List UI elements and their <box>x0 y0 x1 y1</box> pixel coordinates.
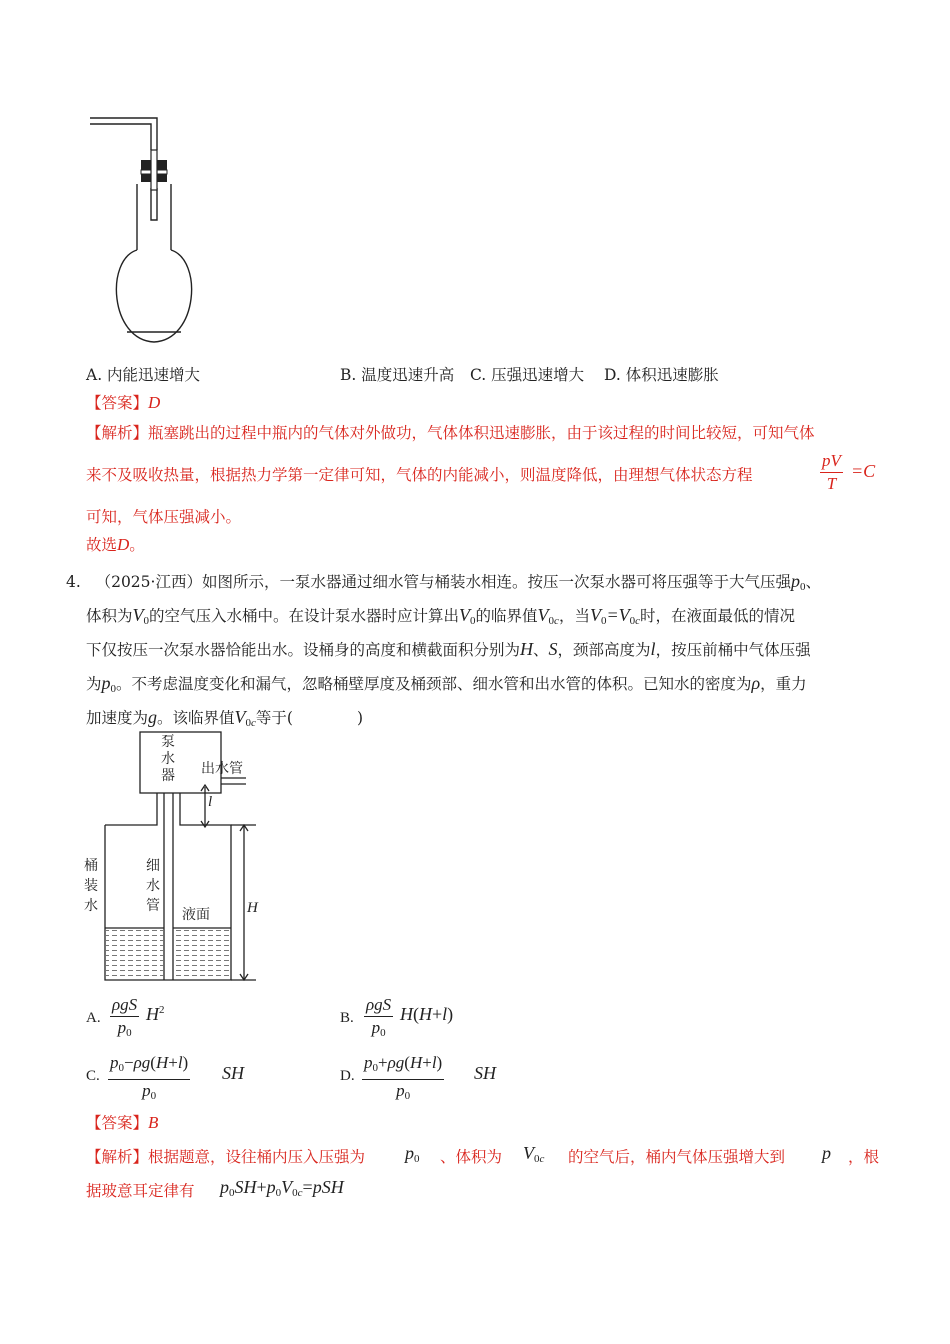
pump-label-3: 器 <box>161 768 175 784</box>
bucket-label-3: 水 <box>84 898 98 914</box>
q4-line1: 4. （2025·江西）如图所示，一泵水器通过细水管与桶装水相连。按压一次泵水器可将压强等于大气压强$p_0$、 <box>66 571 821 593</box>
analysis-text-c: 的空气后，桶内气体压强增大到 <box>568 1148 786 1166</box>
q4-text-3c: ，颈部高度为 <box>557 641 651 659</box>
q4-option-b-label: B. <box>340 1010 354 1026</box>
q3-analysis-line1 <box>86 422 815 444</box>
q4-text-5d: ) <box>356 709 364 727</box>
q3-answer <box>86 392 160 414</box>
q4-line3: 下仅按压一次泵水器恰能出水。设桶身的高度和横截面积分别为H、S，颈部高度为l，按压前桶中气体压强 <box>86 639 811 659</box>
flask-diagram <box>85 110 205 360</box>
analysis-text-a: 根据题意，设往桶内压入压强为 <box>148 1148 366 1166</box>
analysis-text: 瓶塞跳出的过程中瓶内的气体对外做功，气体体积迅速膨胀，由于该过程的时间比较短，可知气体 <box>148 424 815 442</box>
fraction-numerator: pV <box>822 451 841 470</box>
q4-option-d-rest: SH <box>474 1063 496 1083</box>
answer-value: D <box>148 393 161 412</box>
q4-text-1-end: 、 <box>805 573 821 591</box>
bucket-label-1: 桶 <box>84 858 98 874</box>
fraction-denominator: T <box>826 474 837 493</box>
q4-text-4c: ，重力 <box>760 675 807 693</box>
analysis-v0c: $V_0c$ <box>523 1143 545 1165</box>
q4-text-2a: 体积为 <box>86 607 133 625</box>
q4-text-5a: 加速度为 <box>86 709 149 727</box>
q4-text-3d: ，按压前桶中气体压强 <box>655 641 811 659</box>
outlet-label: 出水管 <box>201 761 243 777</box>
analysis-text-d: ，根 <box>848 1148 880 1166</box>
question-source: （2025·江西） <box>95 573 202 591</box>
boyle-equation: $p_0SH+p_0V_0c=pSH$ <box>220 1177 344 1199</box>
tube-label-1: 细 <box>146 858 160 874</box>
analysis-label: 【解析】 <box>86 1148 149 1166</box>
conclusion-value: D <box>117 535 130 554</box>
q4-option-c-label: C. <box>86 1068 100 1084</box>
q4-option-b-rest: H(H+l) <box>400 1004 454 1024</box>
analysis-p: p <box>822 1143 831 1163</box>
q4-option-a-label: A. <box>86 1010 101 1026</box>
bucket-label-2: 装 <box>84 878 98 894</box>
q4-option-a-fraction: ρgS $p_0$ <box>112 995 138 1039</box>
answer-label: 【答案】 <box>86 394 149 412</box>
q4-option-d-label: D. <box>340 1068 355 1084</box>
q4-text-2e: 时，在液面最低的情况 <box>640 607 796 625</box>
pump-label-2: 水 <box>161 751 175 767</box>
surface-label: 液面 <box>182 907 210 923</box>
q4-option-c-fraction: $p_0-\rho g(H+l)$ $p_0$ <box>110 1053 189 1102</box>
q4-text-3b: 、 <box>533 641 549 659</box>
q3-option-c: C. 压强迅速增大 <box>470 366 585 384</box>
q4-text-1: 如图所示，一泵水器通过细水管与桶装水相连。按压一次泵水器可将压强等于大气压强 <box>201 573 791 591</box>
q4-text-2b: 的空气压入水桶中。在设计泵水器时应计算出 <box>149 607 460 625</box>
q4-option-c-rest: SH <box>222 1063 244 1083</box>
pump-diagram <box>80 728 280 988</box>
gas-law-fraction <box>820 450 843 495</box>
analysis-label: 【解析】 <box>86 424 149 442</box>
question-number: 4. <box>66 573 81 591</box>
q3-conclusion <box>86 534 145 556</box>
q3-analysis-line2: 来不及吸收热量，根据热力学第一定律可知，气体的内能减小，则温度降低，由理想气体状态方程 <box>86 466 753 484</box>
tube-label-2: 水 <box>146 878 160 894</box>
q4-text-5b: 。该临界值 <box>157 709 235 727</box>
q3-analysis-line3: 可知，气体压强减小。 <box>86 508 242 526</box>
answer-value: B <box>148 1113 159 1132</box>
q3-option-d: D. 体积迅速膨胀 <box>604 366 719 384</box>
q4-line2: 体积为$V_0$的空气压入水桶中。在设计泵水器时应计算出$V_0$的临界值$V_0c$，当$V_0=V_0c$时，在液面最低的情况 <box>86 605 796 627</box>
q4-text-5c: 等于( <box>255 709 293 727</box>
q4-text-3a: 下仅按压一次泵水器恰能出水。设桶身的高度和横截面积分别为 <box>86 641 521 659</box>
tube-label-3: 管 <box>146 898 160 914</box>
q3-option-a: A. 内能迅速增大 <box>86 366 201 384</box>
q4-analysis-line1 <box>86 1146 365 1168</box>
gas-law-rhs: =C <box>851 461 876 481</box>
pump-label-1: 泵 <box>161 734 175 750</box>
analysis-text-b: 、体积为 <box>440 1148 503 1166</box>
q4-text-2c: 的临界值 <box>475 607 538 625</box>
conclusion-suffix: 。 <box>129 536 145 554</box>
q4-option-b-fraction: ρgS $p_0$ <box>366 995 392 1039</box>
q4-text-4a: 为 <box>86 675 102 693</box>
dimension-H-label: H <box>247 900 258 916</box>
answer-label: 【答案】 <box>86 1114 149 1132</box>
q4-option-d-fraction: $p_0+\rho g(H+l)$ $p_0$ <box>364 1053 443 1102</box>
q4-analysis-line2: 据玻意耳定律有 <box>86 1182 195 1200</box>
q4-line5: 加速度为g。该临界值$V_0c$等于( ) <box>86 707 364 729</box>
conclusion-prefix: 故选 <box>86 536 118 554</box>
q4-line4: 为$p_0$。不考虑温度变化和漏气，忽略桶壁厚度及桶颈部、细水管和出水管的体积。已知水的密度为ρ，重力 <box>86 673 807 695</box>
q4-text-4b: 。不考虑温度变化和漏气，忽略桶壁厚度及桶颈部、细水管和出水管的体积。已知水的密度为 <box>116 675 752 693</box>
q4-text-2d: ，当 <box>558 607 590 625</box>
q4-option-a-rest: $H^2$ <box>146 1004 165 1024</box>
analysis-p0: $p_0$ <box>405 1143 420 1165</box>
q3-option-b: B. 温度迅速升高 <box>340 366 455 384</box>
q4-answer <box>86 1112 158 1134</box>
dimension-l-label: l <box>208 794 213 810</box>
